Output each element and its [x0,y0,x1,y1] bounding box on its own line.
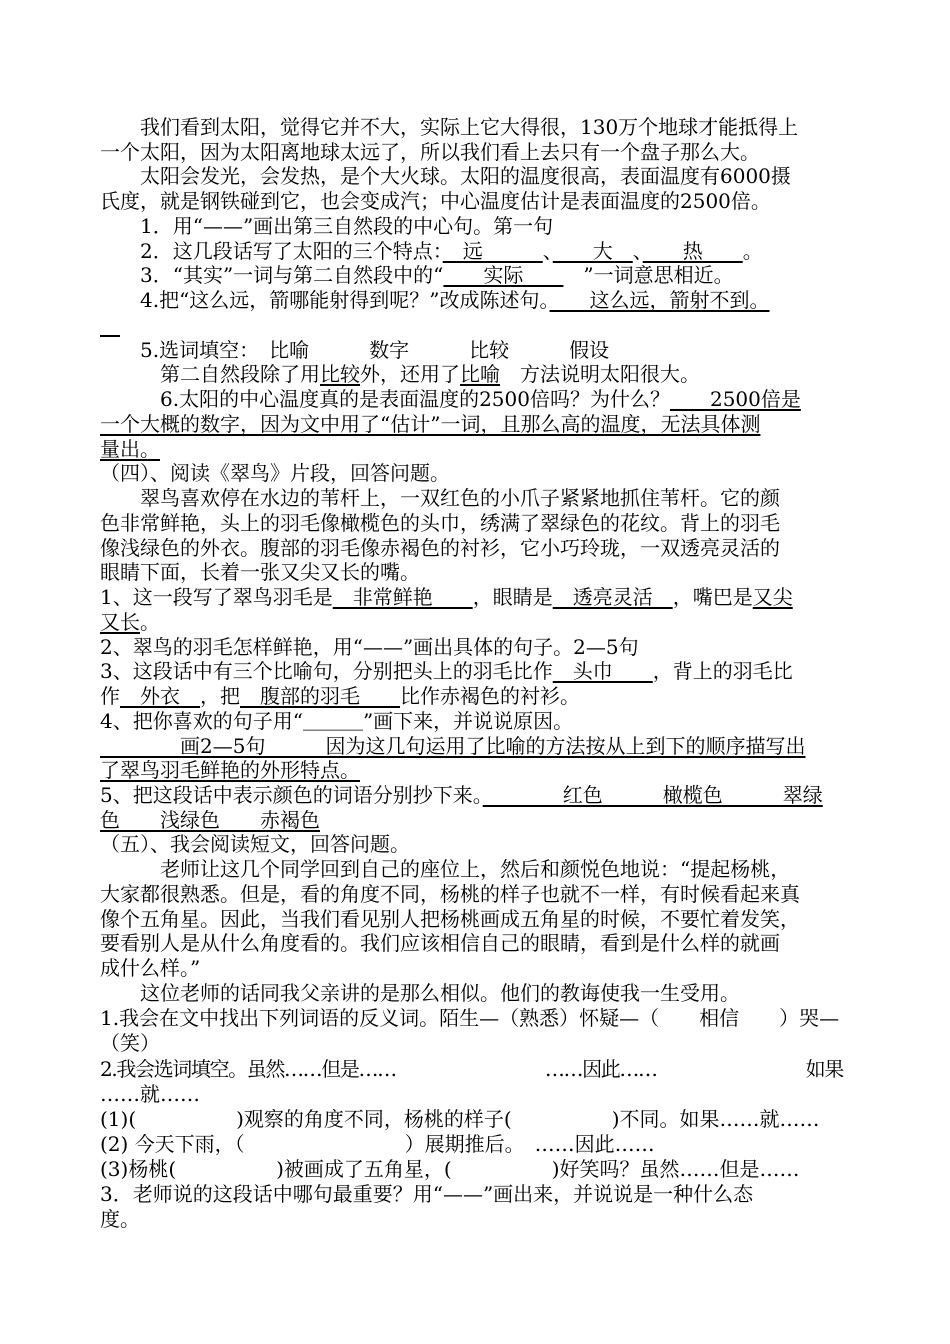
answer-blank: 比较 [320,362,360,386]
answer-line [100,807,855,833]
question-line: (3)杨桃( )被画成了五角星，( )好笑吗？虽然……但是…… [100,1157,800,1181]
question-line: 度。 [100,1207,140,1231]
question-line: （笑） [100,1031,160,1055]
answer-line [100,757,855,783]
question-text: 1、这一段写了翠鸟羽毛是 [100,585,333,609]
text-line: 眼睛下面，长着一张又尖又长的嘴。 [100,560,420,584]
answer-continuation [100,609,855,635]
question-line: 5.选词填空： 比喻 数字 比较 假设 [100,338,610,362]
question-line [100,287,855,313]
question-line [100,658,855,684]
question-text: 3．“其实”一词与第二自然段中的“ [100,263,444,287]
text-line: 老师让这几个同学回到自己的座位上，然后和颜悦色地说：“提起杨桃， [100,857,791,881]
question-text: 第二自然段除了用 [100,362,320,386]
answer-text: 色 浅绿色 赤褐色 [100,808,320,832]
text-line: 太阳会发光，会发热，是个大火球。太阳的温度很高，表面温度有6000摄 [100,164,791,188]
question-line [100,584,855,610]
question-line [100,262,855,288]
text-line: 像浅绿色的外衣。腹部的羽毛像赤褐色的衬衫，它小巧玲珑，一双透亮灵活的 [100,536,780,560]
separator: 、 [632,239,643,263]
question-text: ，眼睛是 [472,585,553,609]
question-text: ”画下来，并说说原因。 [362,709,574,733]
question-line: 3．老师说的这段话中哪句最重要？用“——”画出来，并说说是一种什么态 [100,1182,754,1206]
question-line: (1)( )观察的角度不同，杨桃的样子( )不同。如果……就…… [100,1107,820,1131]
separator: 。 [742,239,763,263]
answer-continuation [100,312,855,338]
answer-blank [100,313,120,337]
answer-blank: 远 [442,239,543,263]
answer-text: 量出。 [100,437,160,461]
answer-blank: 比喻 [460,362,500,386]
answer-blank: 大 [552,239,633,263]
answer-blank: 非常鲜艳 [332,585,473,609]
question-text: 2．这几段话写了太阳的三个特点： [100,239,443,263]
separator: 、 [542,239,553,263]
question-line [100,238,855,264]
answer-blank: 实际 [443,263,564,287]
answer-blank: 这么远，箭射不到。 [549,288,770,312]
answer-text: 画2—5句 因为这几句运用了比喻的方法按从上到下的顺序描写出 [100,734,806,758]
answer-blank: 红色 橄榄色 翠绿 [482,783,823,807]
question-line [100,782,855,808]
answer-blank: 2500倍是 [669,387,801,411]
question-text: 6.太阳的中心温度真的是表面温度的2500倍吗？为什么？ [100,387,670,411]
question-text: 方法说明太阳很大。 [500,362,700,386]
text-line: 像个五角星。因此，当我们看见别人把杨桃画成五角星的时候，不要忙着发笑， [100,907,800,931]
answer-line [100,411,855,437]
question-text: ，把 [200,684,240,708]
question-line [100,708,855,734]
text-line: 氏度，就是钢铁碰到它，也会变成汽；中心温度估计是表面温度的2500倍。 [100,189,771,213]
question-line: 1．用“——”画出第三自然段的中心句。第一句 [100,214,554,238]
question-text: 5、把这段话中表示颜色的词语分别抄下来。 [100,783,483,807]
text-line: 我们看到太阳，觉得它并不大，实际上它大得很，130万个地球才能抵得上 [100,115,799,139]
answer-blank: 头巾 [552,659,653,683]
question-text: ”一词意思相近。 [563,263,734,287]
answer-blank: 外衣 [120,684,200,708]
question-text: ，嘴巴是 [672,585,753,609]
text-line: 色非常鲜艳，头上的羽毛像橄榄色的头巾，绣满了翠绿色的花纹。背上的羽毛 [100,511,780,535]
question-text: 4.把“这么远，箭哪能射得到呢？”改成陈述句。 [100,288,550,312]
text-line: 大家都很熟悉。但是，看的角度不同，杨桃的样子也就不一样，有时候看起来真 [100,882,800,906]
answer-blank: 又尖 [752,585,793,609]
question-text: 比作赤褐色的衬衫。 [400,684,580,708]
answer-blank: ＿＿＿ [302,709,363,733]
answer-text: 一个大概的数字，因为文中用了“估计”一词，且那么高的温度，无法具体测 [100,412,761,436]
answer-blank: 又长 [100,610,140,634]
answer-blank: 热 [642,239,743,263]
answer-line [100,436,855,462]
question-line: (2) 今天下雨，（ ）展期推后。 ……因此…… [100,1132,655,1156]
text-line: 这位老师的话同我父亲讲的是那么相似。他们的教诲使我一生受用。 [100,981,740,1005]
question-line [100,683,855,709]
question-text: 作 [100,684,120,708]
text-line: 要看别人是从什么角度看的。我们应该相信自己的眼睛，看到是什么样的就画 [100,931,780,955]
question-line: 1.我会在文中找出下列词语的反义词。陌生—（熟悉）怀疑—（ 相信 ）哭— [100,1006,840,1030]
section-heading: （五）、我会阅读短文，回答问题。 [100,832,410,856]
question-line: ……就…… [100,1082,200,1106]
section-heading: （四）、阅读《翠鸟》片段，回答问题。 [100,461,450,485]
answer-line [100,733,855,759]
answer-blank: 腹部的羽毛 [240,684,400,708]
question-line [100,386,855,412]
question-text: 4、把你喜欢的句子用“ [100,709,303,733]
separator: 。 [140,610,160,634]
text-line: 成什么样。” [100,956,201,980]
question-text: ，背上的羽毛比 [652,659,793,683]
text-line: 一个太阳，因为太阳离地球太远了，所以我们看上去只有一个盘子那么大。 [100,140,760,164]
answer-text: 了翠鸟羽毛鲜艳的外形特点。 [100,758,360,782]
question-line: 2、翠鸟的羽毛怎样鲜艳，用“——”画出具体的句子。2—5句 [100,635,639,659]
text-line: 翠鸟喜欢停在水边的苇杆上，一双红色的小爪子紧紧地抓住苇杆。它的颜 [100,486,780,510]
question-line [100,361,855,387]
answer-blank: 透亮灵活 [552,585,673,609]
question-line: 2.我会选词填空。虽然……但是…… ……因此…… 如果 [100,1057,843,1081]
question-text: 外，还用了 [360,362,460,386]
question-text: 3、这段话中有三个比喻句，分别把头上的羽毛比作 [100,659,553,683]
